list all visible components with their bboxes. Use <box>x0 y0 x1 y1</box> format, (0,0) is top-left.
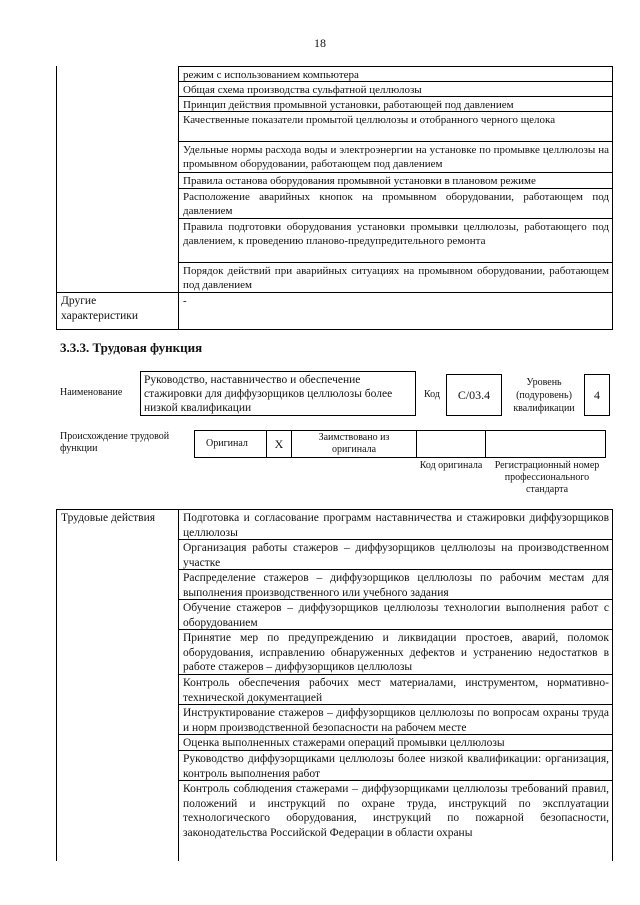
table-row: Инструктирование стажеров – диффузорщиков целлюлозы по вопросам охраны труда и норм производственной безопасности на рабочем месте <box>179 704 612 734</box>
table-row: Принцип действия промывной установки, работающей под давлением <box>179 96 612 111</box>
table-row: Качественные показатели промытой целлюлозы и отобранного черного щелока <box>179 111 612 141</box>
table-right-column <box>178 66 613 330</box>
original-label: Оригинал <box>206 438 248 449</box>
reg-number-caption: Регистрационный номер профессионального стандарта <box>494 460 600 495</box>
table-row: Оценка выполненных стажерами операций промывки целлюлозы <box>179 734 612 750</box>
table-row: режим с использованием компьютера <box>179 66 612 81</box>
level-box: 4 <box>584 374 610 416</box>
table-row: Организация работы стажеров – диффузорщиков целлюлозы на производственном участке <box>179 539 612 569</box>
table-row: Правила подготовки оборудования установки промывки целлюлозы, работающего под давлением, к проведению планово-предупредительного ремонта <box>179 218 612 262</box>
table-row: Обучение стажеров – диффузорщиков целлюлозы технологии выполнения работ с оборудованием <box>179 599 612 629</box>
table-row: Расположение аварийных кнопок на промывном оборудовании, работающем под давлением <box>179 188 612 218</box>
table-row: Общая схема производства сульфатной целлюлозы <box>179 81 612 96</box>
other-characteristics-label: Другие характеристики <box>56 292 178 330</box>
code-original-cell <box>416 430 486 458</box>
function-name-box: Руководство, наставничество и обеспечение стажировки для диффузорщиков целлюлозы более низкой квалификации <box>140 371 416 416</box>
original-checkbox: X <box>266 430 292 458</box>
borrowed-label: Заимствовано из оригинала <box>318 432 390 455</box>
labor-actions-label: Трудовые действия <box>56 509 178 861</box>
code-box: C/03.4 <box>446 374 502 416</box>
labor-actions-rows <box>178 509 613 861</box>
origin-label: Происхождение трудовой функции <box>60 431 170 454</box>
table-row: Удельные нормы расхода воды и электроэнергии на установке по промывке целлюлозы на промывном оборудовании, работающем под давлением <box>179 141 612 172</box>
table-row: Контроль обеспечения рабочих мест материалами, инструментом, нормативно-технической документацией <box>179 674 612 704</box>
table-row: Руководство диффузорщиками целлюлозы более низкой квалификации: организация, контроль выполнения работ <box>179 750 612 780</box>
table-row: Контроль соблюдения стажерами – диффузорщиками целлюлозы требований правил, положений и инструкций по охране труда, инструкций по эксплуатации технологического оборудования, инструкций по пожарной безопасности, законодательства Российской Федерации в области охраны <box>179 780 612 861</box>
code-label: Код <box>424 389 440 400</box>
table-row: Распределение стажеров – диффузорщиков целлюлозы по рабочим местам для выполнения производственного или учебного задания <box>179 569 612 599</box>
table-row: Правила останова оборудования промывной установки в плановом режиме <box>179 172 612 188</box>
level-label: Уровень (подуровень) квалификации <box>513 377 575 414</box>
page-number: 18 <box>314 36 326 50</box>
table-row: Подготовка и согласование программ наставничества и стажировки диффузорщиков целлюлозы <box>179 509 612 539</box>
table-left-column <box>56 66 179 330</box>
table-row: Порядок действий при аварийных ситуациях на промывном оборудовании, работающем под давлением <box>179 262 612 292</box>
code-original-caption: Код оригинала <box>419 460 483 471</box>
table-row: - <box>179 292 612 330</box>
section-title: 3.3.3. Трудовая функция <box>60 340 203 355</box>
table-row: Принятие мер по предупреждению и ликвидации простоев, аварий, поломок оборудования, исправлению обнаруженных дефектов и устранению недостатков в работе стажеров – диффузорщиков целлюлозы <box>179 629 612 674</box>
name-label: Наименование <box>60 387 123 398</box>
